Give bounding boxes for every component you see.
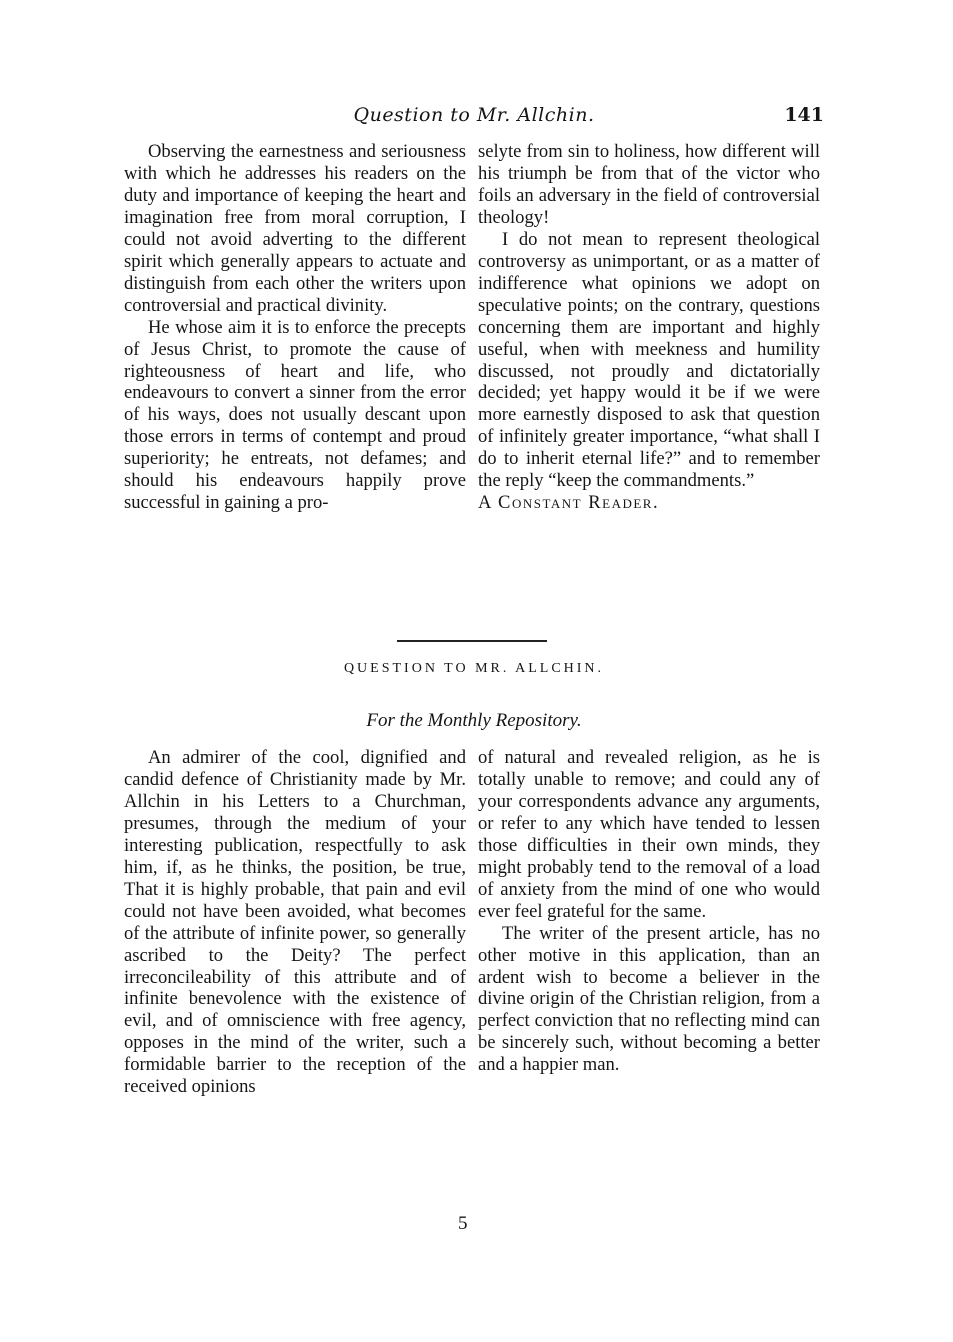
printer-signature-mark: 5 <box>458 1213 468 1234</box>
paragraph: I do not mean to represent theological controversy as unimportant, or as a matter of indifference what opinions we adopt on speculative points; on the contrary, questions concerning them are important and highly useful, when with meekness and humility discussed, not proudly and dictatorially decided; yet happy would it be if we were more earnestly disposed to ask that question of infinitely greater importance, “what shall I do to inherit eternal life?” and to remember the reply “keep the commandments.” <box>478 228 820 492</box>
running-head <box>124 104 824 130</box>
article2-left-column <box>124 747 466 1098</box>
paragraph: He whose aim it is to enforce the precepts of Jesus Christ, to promote the cause of righteousness of heart and life, who endeavours to convert a sinner from the error of his ways, does not usually descant upon those errors in terms of contempt and proud superiority; he entreats, not defames; and should his endeavours happily prove successful in gaining a pro- <box>124 316 466 514</box>
paragraph: selyte from sin to holiness, how different will his triumph be from that of the victor who foils an adversary in the field of controversial theology! <box>478 141 820 228</box>
paragraph: Observing the earnestness and seriousness with which he addresses his readers on the duty and importance of keeping the heart and imagination free from moral corruption, I could not avoid adverting to the different spirit which generally appears to actuate and distinguish from each other the writers upon controversial and practical divinity. <box>124 141 466 316</box>
paragraph: of natural and revealed religion, as he is totally unable to remove; and could any of your correspondents advance any arguments, or refer to any which have tended to lessen those difficulties in their own minds, they might probably tend to the removal of a load of anxiety from the mind of one who would ever feel grateful for the same. <box>478 747 820 922</box>
section-divider <box>397 640 547 642</box>
article1-right-column <box>478 141 820 514</box>
article2-right-column <box>478 747 820 1076</box>
running-title: Question to Mr. Allchin. <box>353 104 595 126</box>
article-title: QUESTION TO MR. ALLCHIN. <box>343 661 605 676</box>
article1-left-column <box>124 141 466 514</box>
article-subtitle: For the Monthly Repository. <box>366 710 582 731</box>
paragraph: An admirer of the cool, dignified and candid defence of Christianity made by Mr. Allchin in his Letters to a Churchman, presumes, through the medium of your interesting publication, respectfully to ask him, if, as he thinks, the position, be true, That it is highly probable, that pain and evil could not have been avoided, what becomes of the attribute of infinite power, so generally ascribed to the Deity? The perfect irreconcileability of this attribute and of infinite benevolence with the existence of evil, and of omniscience with free agency, opposes in the mind of the writer, such a formidable barrier to the reception of the received opinions <box>124 747 466 1098</box>
page-number: 141 <box>784 104 824 126</box>
paragraph: The writer of the present article, has no other motive in this application, than an ardent wish to become a believer in the divine origin of the Christian religion, from a perfect conviction that no reflecting mind can be sincerely such, without becoming a better and a happier man. <box>478 922 820 1076</box>
signature: A Constant Reader. <box>478 492 660 514</box>
